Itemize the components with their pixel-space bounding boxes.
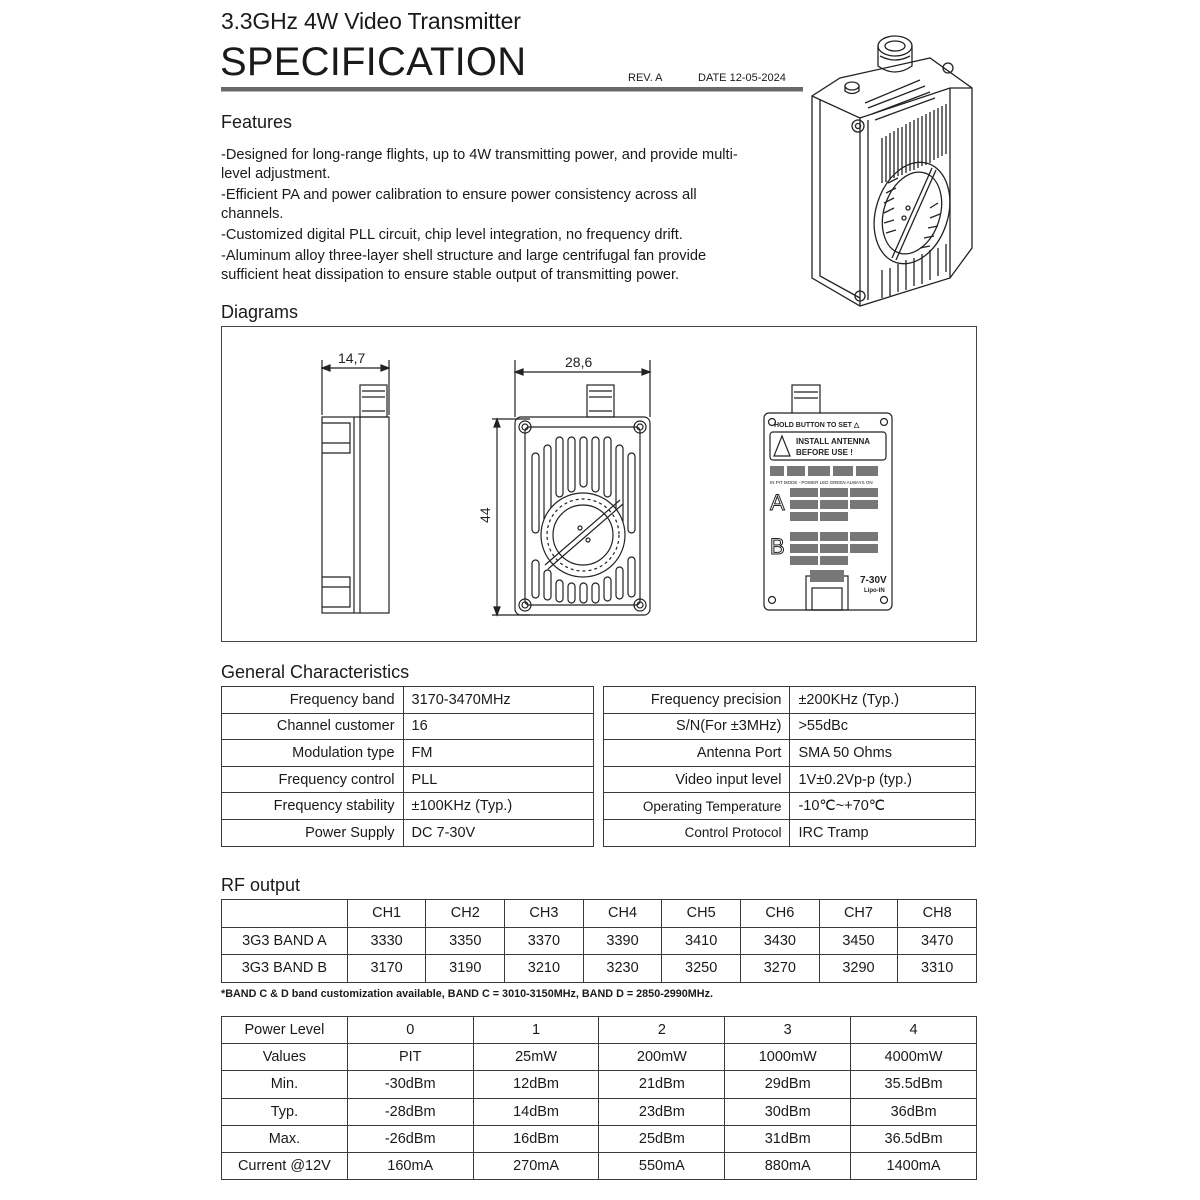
table-row [222,713,594,740]
spec-label: Frequency band [222,687,404,714]
table-cell: 160mA [347,1152,473,1179]
feature-item: -Efficient PA and power calibration to ensure power consistency across all channels. [221,186,697,223]
spec-value: -10℃~+70℃ [790,793,976,820]
column-header: 1 [473,1017,599,1044]
front-view-drawing [470,345,670,620]
spec-label: Antenna Port [604,740,790,767]
spec-value: 16 [403,713,593,740]
row-label: 3G3 BAND A [222,927,348,955]
table-cell: -30dBm [347,1071,473,1098]
column-header: Power Level [222,1017,348,1044]
table-cell: 30dBm [725,1098,851,1125]
column-header: CH1 [347,900,426,928]
spec-value: 1V±0.2Vp-p (typ.) [790,766,976,793]
feature-item: -Designed for long-range flights, up to 4W transmitting power, and provide multi-level adjustment. [221,147,738,183]
general-characteristics-right-table [603,686,976,847]
table-cell: 270mA [473,1152,599,1179]
column-header: CH2 [426,900,505,928]
column-header: CH7 [819,900,898,928]
table-row [222,955,977,983]
document-title: SPECIFICATION [220,40,527,84]
voltage-label: 7-30V [860,575,887,586]
table-cell: 880mA [725,1152,851,1179]
column-header: CH4 [583,900,662,928]
table-row [604,766,976,793]
table-cell: 3190 [426,955,505,983]
table-cell: 550mA [599,1152,725,1179]
spec-value: ±100KHz (Typ.) [403,793,593,820]
table-cell: 3350 [426,927,505,955]
side-width-dimension: 14,7 [338,350,366,366]
spec-label: Frequency stability [222,793,404,820]
table-cell: 1000mW [725,1044,851,1071]
spec-label: Frequency control [222,766,404,793]
spec-value: PLL [403,766,593,793]
table-cell: 29dBm [725,1071,851,1098]
table-row [222,740,594,767]
band-customization-note: *BAND C & D band customization available, BAND C = 3010-3150MHz, BAND D = 2850-2990MHz. [221,988,713,1000]
table-cell: 3390 [583,927,662,955]
table-cell: 36.5dBm [851,1125,977,1152]
table-cell: 3430 [741,927,820,955]
table-row [222,793,594,820]
table-cell: 25mW [473,1044,599,1071]
table-cell: 4000mW [851,1044,977,1071]
table-cell: 21dBm [599,1071,725,1098]
table-cell: 3290 [819,955,898,983]
table-row [604,819,976,846]
spec-label: Modulation type [222,740,404,767]
column-header: 0 [347,1017,473,1044]
table-cell: 3470 [898,927,977,955]
table-cell: 31dBm [725,1125,851,1152]
table-row [222,687,594,714]
table-cell: 3330 [347,927,426,955]
general-characteristics-left-table [221,686,594,847]
row-label: Current @12V [222,1152,348,1179]
table-cell: -28dBm [347,1098,473,1125]
spec-value: FM [403,740,593,767]
column-header: CH5 [662,900,741,928]
spec-label: Power Supply [222,819,404,846]
table-cell: 3370 [505,927,584,955]
table-cell: 3270 [741,955,820,983]
features-list [221,146,761,286]
spec-label: Video input level [604,766,790,793]
diagrams-heading: Diagrams [221,302,299,322]
pit-mode-note: IN PIT MODE - POWER LED GREEN ALWAYS ON [770,480,873,485]
table-row [222,927,977,955]
table-row [222,1152,977,1179]
spec-value: >55dBc [790,713,976,740]
spec-value: ±200KHz (Typ.) [790,687,976,714]
product-isometric-illustration [800,8,1000,310]
spec-label: Operating Temperature [604,793,790,820]
column-header: 2 [599,1017,725,1044]
spec-value: SMA 50 Ohms [790,740,976,767]
row-label: Min. [222,1071,348,1098]
table-row [604,740,976,767]
side-view-drawing [310,345,390,620]
table-cell: 3170 [347,955,426,983]
column-header: CH8 [898,900,977,928]
features-heading: Features [221,112,293,132]
table-row [222,1125,977,1152]
column-header: 4 [851,1017,977,1044]
feature-item: -Customized digital PLL circuit, chip level integration, no frequency drift. [221,226,683,243]
hold-button-label: HOLD BUTTON TO SET △ [774,422,860,429]
rf-output-table [221,899,977,983]
table-row [604,687,976,714]
table-cell: 16dBm [473,1125,599,1152]
document-subtitle: 3.3GHz 4W Video Transmitter [221,8,521,34]
table-cell: 1400mA [851,1152,977,1179]
table-cell: 23dBm [599,1098,725,1125]
spec-label: Control Protocol [604,819,790,846]
table-row [222,1098,977,1125]
table-cell: 3230 [583,955,662,983]
power-level-table [221,1016,977,1180]
warning-line-2: BEFORE USE ! [796,448,853,457]
voltage-sub-label: Lipo-IN [864,588,885,594]
table-cell: 14dBm [473,1098,599,1125]
table-row [222,1071,977,1098]
table-row [222,819,594,846]
table-cell: 3450 [819,927,898,955]
spec-label: Channel customer [222,713,404,740]
table-header-row [222,1017,977,1044]
spec-value: IRC Tramp [790,819,976,846]
feature-item: -Aluminum alloy three-layer shell structure and large centrifugal fan provide sufficient heat dissipation to ensure stable output of transmitting power. [221,247,707,283]
table-row [222,766,594,793]
spec-label: Frequency precision [604,687,790,714]
front-height-dimension: 44 [477,507,493,523]
row-label: Max. [222,1125,348,1152]
table-row [222,1044,977,1071]
column-header: 3 [725,1017,851,1044]
table-cell: 3250 [662,955,741,983]
column-header: CH3 [505,900,584,928]
table-cell: -26dBm [347,1125,473,1152]
table-cell: 3410 [662,927,741,955]
spec-value: DC 7-30V [403,819,593,846]
spec-value: 3170-3470MHz [403,687,593,714]
column-header [222,900,348,928]
band-b-marker: B [770,534,785,559]
table-cell: 25dBm [599,1125,725,1152]
table-cell: 35.5dBm [851,1071,977,1098]
rf-output-heading: RF output [221,875,301,895]
table-cell: PIT [347,1044,473,1071]
header-divider [221,87,803,92]
revision-label: REV. A [628,72,663,84]
general-characteristics-heading: General Characteristics [221,662,410,682]
back-view-drawing [760,380,900,620]
warning-line-1: INSTALL ANTENNA [796,437,871,446]
table-row [604,713,976,740]
date-label: DATE 12-05-2024 [698,72,786,84]
table-cell: 3210 [505,955,584,983]
row-label: 3G3 BAND B [222,955,348,983]
column-header: CH6 [741,900,820,928]
table-cell: 3310 [898,955,977,983]
row-label: Typ. [222,1098,348,1125]
table-cell: 200mW [599,1044,725,1071]
row-label: Values [222,1044,348,1071]
table-cell: 36dBm [851,1098,977,1125]
table-header-row [222,900,977,928]
band-a-marker: A [770,490,785,515]
table-cell: 12dBm [473,1071,599,1098]
front-width-dimension: 28,6 [565,354,593,370]
spec-label: S/N(For ±3MHz) [604,713,790,740]
table-row [604,793,976,820]
